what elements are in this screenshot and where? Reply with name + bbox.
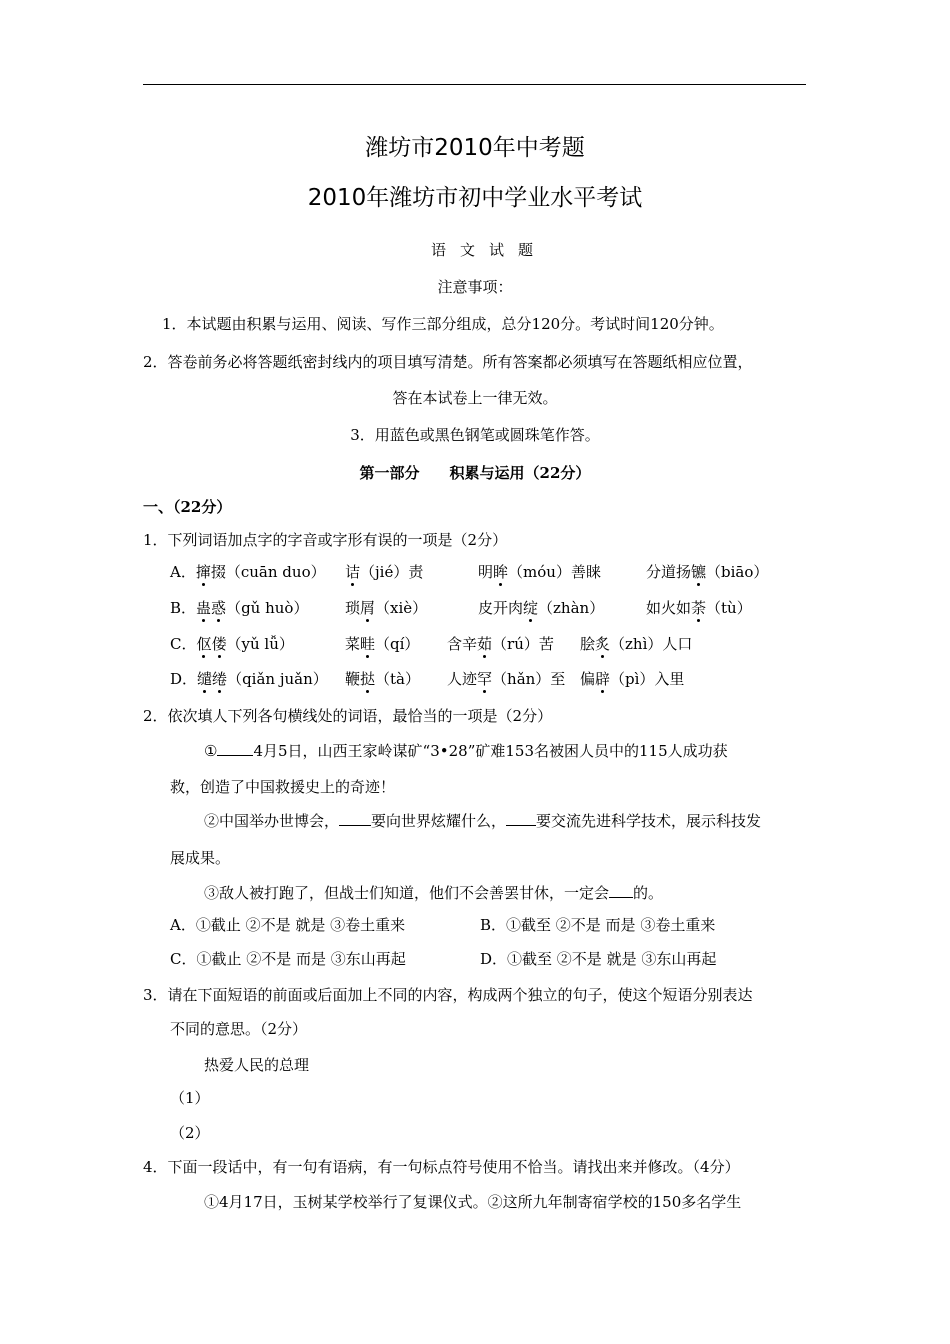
q1-option-d-2 [345, 669, 420, 689]
char: 菜 [345, 635, 361, 653]
q2-option-d: D．①截至 ②不是 就是 ③东山再起 [480, 950, 717, 968]
q3-stem: 3．请在下面短语的前面或后面加上不同的内容，构成两个独立的句子，使这个短语分别表达 [143, 986, 753, 1004]
dotted-char: 偻 [211, 635, 227, 653]
pinyin: （tù） [706, 599, 752, 617]
char: 琐 [345, 599, 361, 617]
q1-option-a [170, 562, 326, 582]
subject-label: 语文试题 [430, 241, 547, 259]
char: 脍 [580, 635, 596, 653]
dotted-char: 蛊 [196, 599, 212, 617]
q2-sentence-1-cont: 救，创造了中国救援史上的奇迹！ [170, 778, 396, 796]
pinyin: （tà） [375, 670, 421, 688]
note-2: 2．答卷前务必将答题纸密封线内的项目填写清楚。所有答案都必须填写在答题纸相应位置， [143, 353, 753, 371]
dotted-char: 畦 [360, 635, 376, 653]
pinyin: （qiǎn juǎn） [227, 670, 328, 688]
dotted-char: 辟 [595, 670, 611, 688]
q1-option-c [170, 634, 294, 654]
q1-option-b-4 [646, 598, 752, 618]
dotted-char: 诘 [345, 563, 361, 581]
dotted-char: 眸 [493, 563, 509, 581]
section-one: 一、（22分） [143, 498, 232, 516]
q3-answer-1: （1） [170, 1089, 210, 1107]
q2-sentence-2 [204, 811, 761, 831]
dotted-char: 荼 [691, 599, 707, 617]
char: 人迹 [447, 670, 478, 688]
pinyin: （cuān duo） [225, 563, 326, 581]
q1-option-a-2 [345, 562, 423, 582]
blank-line [339, 812, 371, 826]
dotted-char: 屑 [360, 599, 376, 617]
q4-text: ①4月17日，玉树某学校举行了复课仪式。②这所九年制寄宿学校的150多名学生 [204, 1193, 742, 1211]
q1-option-c-4 [580, 634, 692, 654]
char: 分道扬 [646, 563, 692, 581]
pinyin: （rú）苦 [492, 635, 554, 653]
q1-option-b [170, 598, 308, 618]
note-1: 1．本试题由积累与运用、阅读、写作三部分组成，总分120分。考试时间120分钟。 [162, 315, 724, 333]
char: 掇 [210, 563, 226, 581]
dotted-char: 撺 [195, 563, 211, 581]
pinyin: （pì）入里 [610, 670, 685, 688]
pinyin: （xiè） [375, 599, 428, 617]
part1-heading: 第一部分 积累与运用（22分） [359, 464, 591, 482]
exam-title: 2010年潍坊市初中学业水平考试 [307, 185, 643, 211]
pinyin: （hǎn）至 [492, 670, 566, 688]
sentence-text: 4月5日，山西王家岭谋矿“3•28”矿难153名被困人员中的115人成功获 [253, 742, 728, 760]
q1-option-c-2 [345, 634, 419, 654]
note-2-cont: 答在本试卷上一律无效。 [392, 389, 558, 407]
q1-option-c-3 [447, 634, 554, 654]
q3-answer-2: （2） [170, 1124, 210, 1142]
pinyin: （zhì）人口 [610, 635, 693, 653]
option-letter: D． [170, 670, 198, 688]
top-rule [143, 84, 806, 85]
notes-heading: 注意事项： [437, 278, 513, 296]
char: 偏 [580, 670, 596, 688]
pinyin: （biāo） [706, 563, 769, 581]
q2-sentence-1 [204, 741, 728, 761]
q1-option-a-3 [478, 562, 601, 582]
dotted-char: 伛 [196, 635, 212, 653]
pinyin: （jié）责 [360, 563, 424, 581]
pinyin: （zhàn） [538, 599, 605, 617]
q1-option-a-4 [646, 562, 768, 582]
dotted-char: 茹 [477, 635, 493, 653]
note-3: 3．用蓝色或黑色钢笔或圆珠笔作答。 [350, 426, 600, 444]
dotted-char: 挞 [360, 670, 376, 688]
sentence-text: 要向世界炫耀什么， [371, 812, 507, 830]
sentence-text: 的。 [633, 884, 664, 902]
char: 如火如 [646, 599, 692, 617]
q1-option-b-3 [478, 598, 604, 618]
q2-option-c: C．①截止 ②不是 而是 ③东山再起 [170, 950, 406, 968]
char: 鞭 [345, 670, 361, 688]
char: 明 [478, 563, 494, 581]
q1-option-b-2 [345, 598, 427, 618]
option-letter: C． [170, 635, 197, 653]
pinyin: （qí） [375, 635, 420, 653]
q1-option-d-3 [447, 669, 565, 689]
sentence-text: ③敌人被打跑了，但战士们知道，他们不会善罢甘休，一定会 [204, 884, 610, 902]
pinyin: （gǔ huò） [226, 599, 309, 617]
sentence-text: 要交流先进科学技术，展示科技发 [536, 812, 762, 830]
q1-stem: 1．下列词语加点字的字音或字形有误的一项是（2分） [143, 531, 508, 549]
dotted-char: 罕 [477, 670, 493, 688]
dotted-char: 惑 [211, 599, 227, 617]
blank-line [217, 742, 253, 756]
pinyin: （móu）善睐 [508, 563, 601, 581]
dotted-char: 炙 [595, 635, 611, 653]
option-letter: A． [170, 563, 196, 581]
q1-option-d [170, 669, 328, 689]
page-title: 潍坊市2010年中考题 [365, 135, 585, 161]
dotted-char: 绻 [212, 670, 228, 688]
char: 含辛 [447, 635, 478, 653]
q4-stem: 4．下面一段话中，有一句有语病，有一句标点符号使用不恰当。请找出来并修改。（4分） [143, 1158, 740, 1176]
dotted-char: 镳 [691, 563, 707, 581]
dotted-char: 缱 [197, 670, 213, 688]
q2-sentence-2-cont: 展成果。 [170, 849, 231, 867]
char: 皮开肉 [478, 599, 524, 617]
blank-line [609, 884, 633, 898]
pinyin: （yǔ lǚ） [226, 635, 294, 653]
q2-option-b: B．①截至 ②不是 而是 ③卷土重来 [480, 916, 716, 934]
q2-sentence-3 [204, 883, 663, 903]
q3-stem-cont: 不同的意思。（2分） [170, 1020, 308, 1038]
q2-option-a: A．①截止 ②不是 就是 ③卷土重来 [170, 916, 406, 934]
q2-stem: 2．依次填人下列各句横线处的词语，最恰当的一项是（2分） [143, 707, 553, 725]
sentence-number: ① [204, 742, 218, 760]
option-letter: B． [170, 599, 197, 617]
q3-phrase: 热爱人民的总理 [204, 1056, 310, 1074]
q1-option-d-4 [580, 669, 684, 689]
blank-line [506, 812, 536, 826]
sentence-text: ②中国举办世博会， [204, 812, 340, 830]
dotted-char: 绽 [523, 599, 539, 617]
